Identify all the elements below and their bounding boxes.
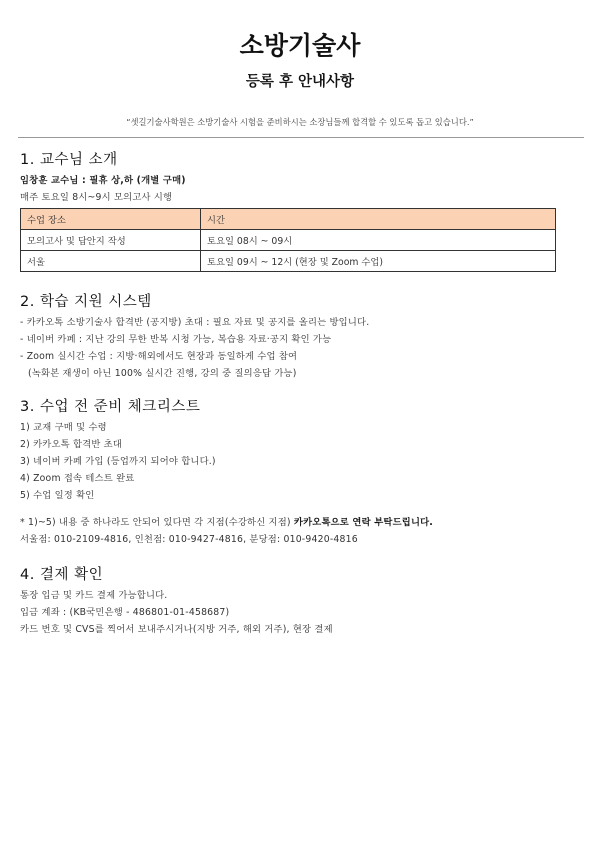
branch-contacts: 서울점: 010-2109-4816, 인천점: 010-9427-4816, 분당점: 010-9420-4816: [20, 534, 358, 545]
table-row: [21, 251, 556, 272]
checklist-note: [20, 514, 433, 528]
divider: [18, 137, 584, 138]
section-heading-instructor: 1. 교수님 소개: [20, 152, 118, 168]
checklist-item: 4) Zoom 접속 테스트 완료: [20, 473, 135, 484]
page-title: 소방기술사: [239, 31, 361, 60]
checklist-item: 1) 교재 구매 및 수령: [20, 422, 107, 433]
note-text: * 1)~5) 내용 중 하나라도 안되어 있다면 각 지점(수강하신 지점): [20, 517, 294, 528]
checklist-item: 3) 네이버 카페 가입 (등업까지 되어야 합니다.): [20, 456, 216, 467]
table-cell: 모의고사 및 답안지 작성: [21, 230, 201, 251]
table-cell: 토요일 08시 ~ 09시: [201, 230, 556, 251]
payment-item: 입금 계좌 : (KB국민은행 - 486801-01-458687): [20, 607, 230, 618]
checklist-item: 5) 수업 일정 확인: [20, 490, 95, 501]
page-subtitle: 등록 후 안내사항: [245, 74, 355, 90]
table-header-cell: 시간: [201, 209, 556, 230]
note-emphasis: 카카오톡으로 연락 부탁드립니다.: [293, 517, 434, 528]
list-item: - Zoom 실시간 수업 : 지방·해외에서도 현장과 동일하게 수업 참여: [20, 351, 298, 362]
section-heading-support: 2. 학습 지원 시스템: [20, 294, 152, 310]
table-header-row: [21, 209, 556, 230]
exam-schedule: 매주 토요일 8시~9시 모의고사 시행: [20, 192, 173, 203]
table-row: [21, 230, 556, 251]
payment-item: 통장 입금 및 카드 결제 가능합니다.: [20, 590, 168, 601]
table-cell: 서울: [21, 251, 201, 272]
schedule-table: [20, 208, 556, 272]
table-cell: 토요일 09시 ~ 12시 (현장 및 Zoom 수업): [201, 251, 556, 272]
section-heading-payment: 4. 결제 확인: [20, 567, 104, 583]
intro-quote: “셋길기술사학원은 소방기술사 시험을 준비하시는 소장님들께 합격할 수 있도록 돕고 있습니다.”: [126, 117, 474, 127]
list-item: (녹화본 재생이 아닌 100% 실시간 진행, 강의 중 질의응답 가능): [28, 368, 297, 379]
payment-item: 카드 번호 및 CVS를 찍어서 보내주시거나(지방 거주, 해외 거주), 현장 결제: [20, 624, 333, 635]
list-item: - 네이버 카페 : 지난 강의 무한 반복 시청 가능, 복습용 자료·공지 확인 가능: [20, 334, 332, 345]
table-header-cell: 수업 장소: [21, 209, 201, 230]
instructor-info: 임창훈 교수님 : 필휴 상,하 (개별 구매): [20, 175, 186, 186]
section-heading-checklist: 3. 수업 전 준비 체크리스트: [20, 399, 201, 415]
checklist-item: 2) 카카오톡 합격반 초대: [20, 439, 123, 450]
list-item: - 카카오톡 소방기술사 합격반 (공지방) 초대 : 필요 자료 및 공지를 올리는 방입니다.: [20, 317, 370, 328]
